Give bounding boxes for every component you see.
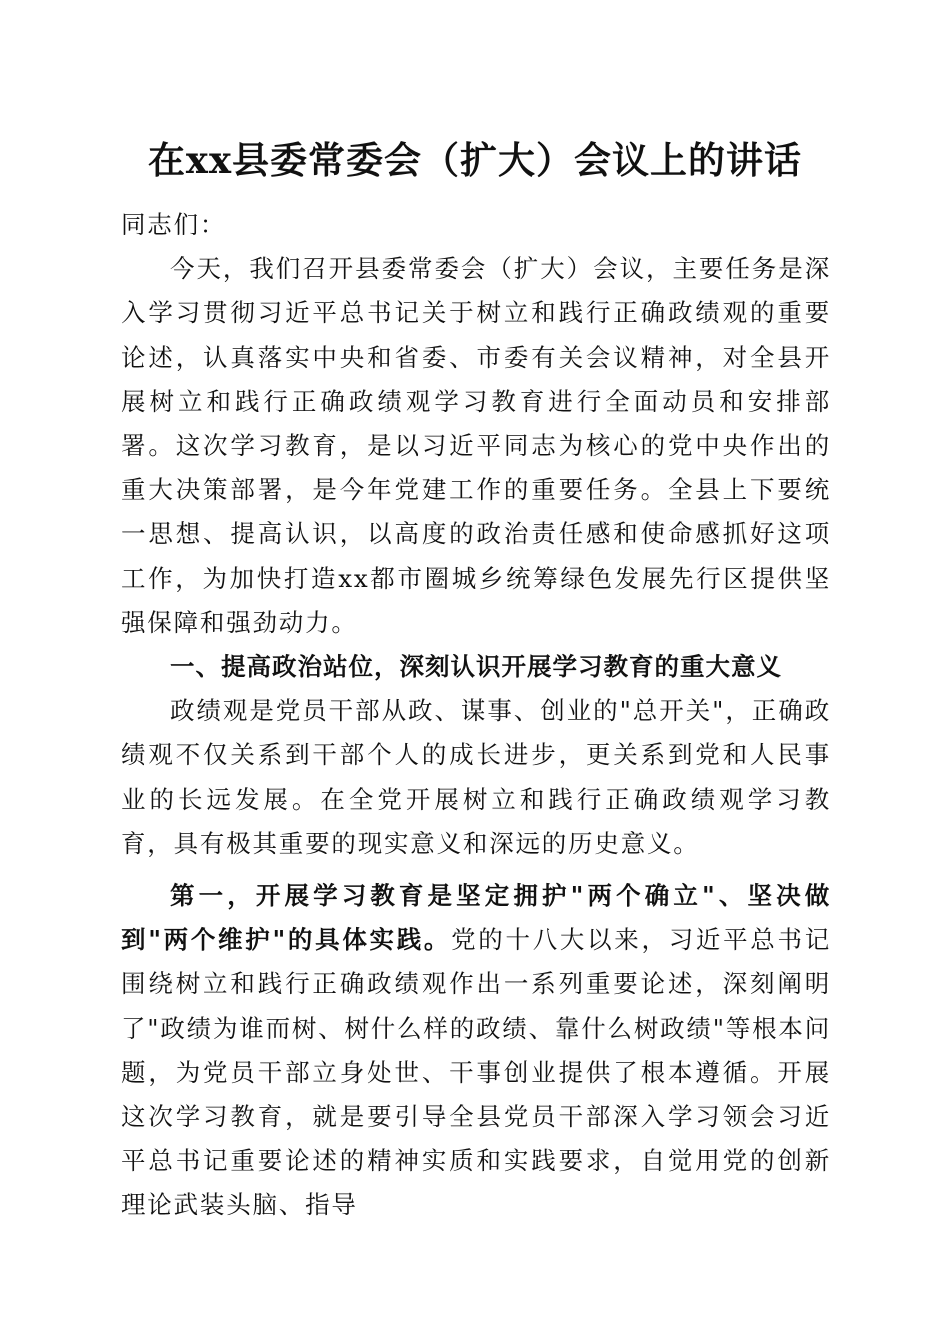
point-1-body: 党的十八大以来，习近平总书记围绕树立和践行正确政绩观作出一系列重要论述，深刻阐明了"政绩为谁而树、树什么样的政绩、靠什么树政绩"等根本问题，为党员干部立身处世、干事创业提供了根本遵循。开展这次学习教育，就是要引导全县党员干部深入学习领会习近平总书记重要论述的精神实质和实践要求，自觉用党的创新理论武装头脑、指导 [121,925,831,1220]
point-1-paragraph [121,874,831,1228]
point-1-lead: 第一，开展学习教育是坚定拥护"两个确立"、坚决做到"两个维护"的具体实践。 [121,881,831,955]
document-body [121,203,831,1228]
intro-paragraph: 今天，我们召开县委常委会（扩大）会议，主要任务是深入学习贯彻习近平总书记关于树立和践行正确政绩观的重要论述，认真落实中央和省委、市委有关会议精神，对全县开展树立和践行正确政绩观学习教育进行全面动员和安排部署。这次学习教育，是以习近平同志为核心的党中央作出的重大决策部署，是今年党建工作的重要任务。全县上下要统一思想、提高认识，以高度的政治责任感和使命感抓好这项工作，为加快打造xx都市圈城乡统筹绿色发展先行区提供坚强保障和强劲动力。 [121,254,831,637]
document-title: 在xx县委常委会（扩大）会议上的讲话 [147,138,803,182]
section-1-heading: 一、提高政治站位，深刻认识开展学习教育的重大意义 [170,652,782,682]
salutation: 同志们： [121,210,227,239]
section-1-paragraph: 政绩观是党员干部从政、谋事、创业的"总开关"，正确政绩观不仅关系到干部个人的成长进步，更关系到党和人民事业的长远发展。在全党开展树立和践行正确政绩观学习教育，具有极其重要的现实意义和深远的历史意义。 [121,696,831,858]
